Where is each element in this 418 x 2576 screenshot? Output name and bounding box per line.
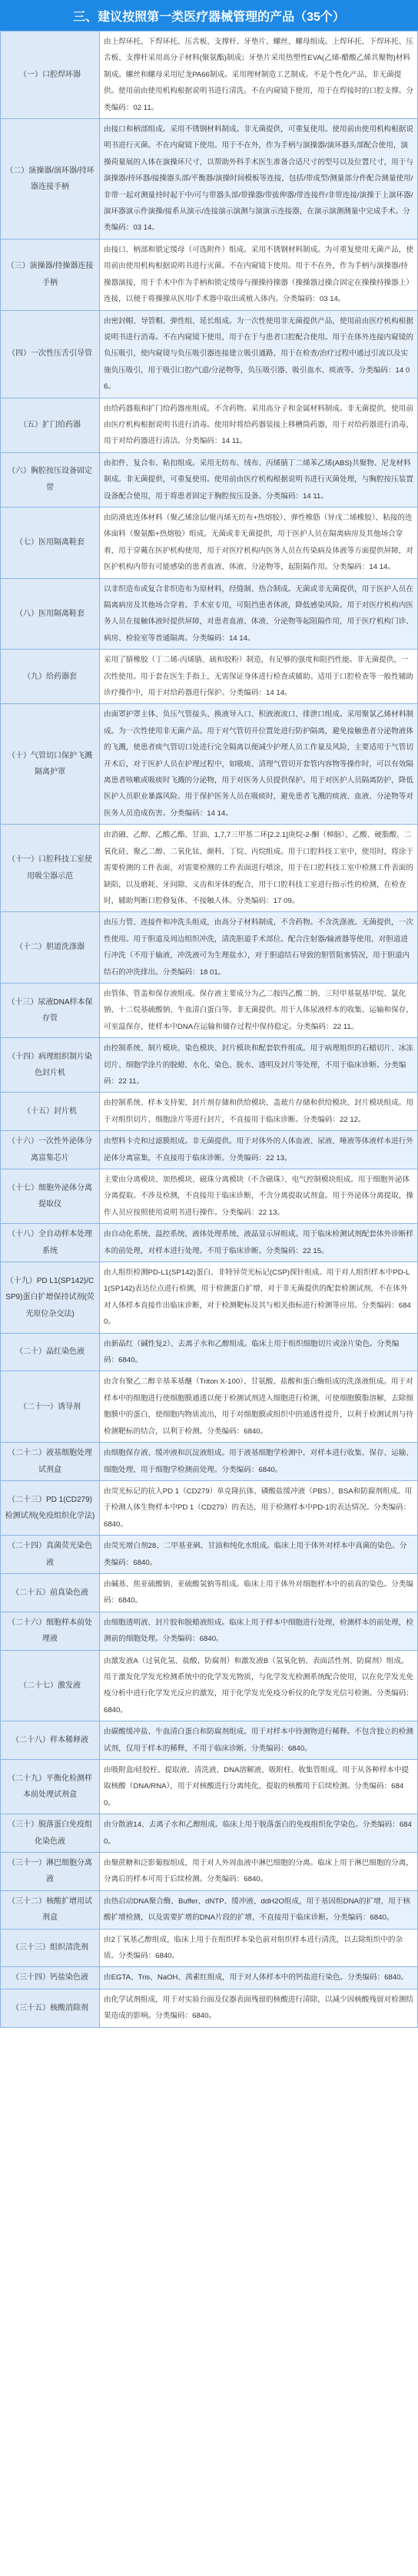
table-row [1,1967,418,1989]
table-row [1,31,418,119]
product-name-cell: （十二）胆道洗涤器 [1,912,100,984]
table-row [1,1333,418,1371]
product-name-cell: （四）一次性压舌引导管 [1,310,100,398]
product-name-cell: （九）给药器套 [1,650,100,704]
page-title: 三、建议按照第一类医疗器械管理的产品（35个） [0,0,418,31]
table-row [1,578,418,650]
table-row [1,1650,418,1721]
product-name-cell: （二十二）液基细胞处理试剂盒 [1,1443,100,1481]
product-name-cell: （三十一）淋巴细胞分离液 [1,1853,100,1891]
table-row [1,1989,418,2027]
product-description-cell: 由上焊环托、下焊环托、压舌板、支撑杆、牙垫片、螺丝、螺母组成。上焊环托、下焊环托、压舌板、支撑杆采用高分子材料(聚氨酯)制成；牙垫片采用热塑性EVA(乙烯-醋酸乙烯共聚物)材料制成。螺丝和螺母采用尼龙PA66制成。采用理材制造工艺制成。不是个性化产品，非无菌提供。使用前由使用机构根据说明书进行清洗。不在内窥镜下使用，用于在焊接时的口腔支撑。分类编码：02 11。 [100,31,418,119]
product-description-cell: 由吸附盒/硅胶柱、提取液、清洗液、DNA溶解液、吸附柱、收集管组成。用于从各种样本中提取核酸（DNA/RNA），用于对核酸进行分离纯化，提取的核酸用于后续检测。分类编码：6840。 [100,1760,418,1814]
product-description-cell: 由控制系统、制片模块、染色模块、封片模块和配套软件组成。用于病理组织的石蜡切片、冰冻切片、细胞学涂片的脱蜡、水化、染色、脱水、透明及封片等处理，不用于临床诊断。分类编码：22 11。 [100,1038,418,1093]
product-name-cell: （六）胸腔按压设备固定带 [1,452,100,507]
product-name-cell: （十六）一次性外泌体分离富集芯片 [1,1131,100,1169]
table-row [1,983,418,1037]
product-name-cell: （十八）全自动样本处理系统 [1,1224,100,1262]
table-row [1,310,418,398]
product-description-cell: 由热启动DNA聚合酶、Buffer、dNTP、缓冲液、ddH2O组成，用于基因组DNA的扩增，用于核酸扩增检测，以及需要扩增的DNA片段的扩增，不直接用于临床诊断。分类编码：6840。 [100,1890,418,1929]
product-name-cell: （二十七）激发液 [1,1650,100,1721]
product-description-cell: 由自动化系统、温控系统、液体处理系统、液晶显示屏组成。用于临床检测试剂配套体外诊断样本的前处理，对样本进行处理。不用于临床诊断。分类编码：22 15。 [100,1224,418,1262]
table-row [1,1721,418,1760]
product-description-cell: 由EGTA、Tris、NaOH、茜素红组成，用于对人体样本中的钙盐进行染色。分类编码：6840。 [100,1967,418,1989]
product-name-cell: （三十四）钙盐染色液 [1,1967,100,1989]
table-row [1,1480,418,1535]
product-name-cell: （二十）晶红染色液 [1,1333,100,1371]
product-description-cell: 由碱基、焦亚硫酸钠、亚硫酸氢钠等组成。临床上用于体外对细胞样本中的前真的染色。分类编码：6840。 [100,1573,418,1612]
table-row [1,1814,418,1853]
product-name-cell: （十九）PD L1(SP142)/CSP9)蛋白扩增保持试剂(荧光原位杂交法) [1,1262,100,1334]
product-description-cell: 由新晶红（碱性复2）、去离子水和乙醇组成。临床上用于组织细胞切片或涂片染色。分类编码：6840。 [100,1333,418,1371]
table-row [1,1093,418,1131]
product-description-cell: 由控制系统、样本支持架、封片剂存储和供给模块、盖玻片存储和供给模块、封片模块组成。用于对组织切片、细胞涂片等进行封片，不直接用于临床诊断。分类编码：22 12。 [100,1093,418,1131]
product-name-cell: （十一）口腔科技工室使用吸尘器示范 [1,825,100,912]
table-row [1,1262,418,1334]
product-name-cell: （二十六）细胞样本前处理液 [1,1612,100,1650]
product-name-cell: （十）气管切口保护飞溅隔离护罩 [1,704,100,825]
product-name-cell: （三十二）核酸扩增用试剂盒 [1,1890,100,1929]
product-name-cell: （十三）尿液DNA样本保存管 [1,983,100,1037]
product-name-cell: （二十三）PD 1(CD279)检测试剂(免疫组织化学法) [1,1480,100,1535]
product-description-cell: 由碳酸缓冲盐、牛血清白蛋白和防腐剂组成。用于对样本中待测物进行稀释。不包含独立的检测试剂，仅用于样本的稀释，不用于临床诊断。分类编码：6840。 [100,1721,418,1760]
product-description-cell: 由面罩护罩主体、负压气管接头、换液导入口、积液液流口、排泄口组成。采用聚氯乙烯材料制成。为一次性使用非无菌产品。用于对气管切开位置处进行防护隔离，避免接触患者分泌物液体的飞溅，使患者痰气管切口处进行完全隔离以便减少护理人员工作量及风险，主要适用于气管切开术后，对于医护人员在护理过程中，如吸痰、清理气管切开套管内容物等操作时，可以有效隔离患者咳嗽或吸痰时飞溅的分泌物，用于对医务人员提供保护。用于对医护人员隔离防护，降低医护人员职业暴露风险。用于保护医务人员在吸痰时，避免患者飞溅的痰液、血液、分泌物等对医务人员造成伤害。分类编码：14 14。 [100,704,418,825]
table-row [1,1890,418,1929]
product-name-cell: （八）医用隔离鞋套 [1,578,100,650]
table-row [1,1760,418,1814]
product-description-cell: 由防滑底连体材料（聚乙烯涂层/聚丙烯无纺布+热熔胶）、弹性橡筋（异戊二烯橡胶）、粘接的连体面料（聚氨酯+热熔胶）组成。无菌或非无菌提供，用于医护人员在隔离病房及其他场合穿着，用于穿戴在医护机构使用，用于对医疗机构内医务人员在传染病及体液等方面提供屏障，对医护机构内带有可能感染的患者血液、体液、分泌物等，起阻隔作用。分类编码：14 14。 [100,507,418,578]
product-name-cell: （十五）封片机 [1,1093,100,1131]
product-name-cell: （三十三）组织清洗剂 [1,1929,100,1967]
product-description-cell: 由细胞保存液、缓冲液和沉淀液组成。用于液基细胞学检测中，对样本进行收集、保存、运输、细胞处理，用于细胞学检测前处理。分类编码：6840。 [100,1443,418,1481]
product-name-cell: （三）演操器/持操器连接手柄 [1,239,100,310]
product-description-cell: 由激发液A（过氧化氢、盐酸、防腐剂）和激发液B（氢氧化钠、表面活性剂、防腐剂）组成。用于激发化学发光检测系统中的化学发光物质，与化学发光检测系统配合使用，以在化学发光免疫分析中进行化学发光反应的激发，用于化学发光免疫分析仪的化学发光信号检测。分类编码：6840。 [100,1650,418,1721]
product-name-cell: （五）扩门给药器 [1,398,100,452]
table-row [1,825,418,912]
product-description-cell: 由聚蔗糖和泛影葡胺组成，用于对人外周血液中淋巴细胞的分离。临床上用于淋巴细胞的分离，分离后的样本可用于后续检测。分类编码：6840。 [100,1853,418,1891]
table-row [1,1038,418,1093]
table-row [1,912,418,984]
product-description-cell: 由消融、乙醇、乙酸乙酯、甘油、1,7,7三甲基二环[2.2.1]庚烷-2-酮（樟脑）、乙酸、硬脂酸、二氧化硅、聚乙二醇、二氧化钛、颜料、丁烷、丙烷组成。用于口腔科技工室中，使用时，将涂于需要检测的工件表面，对需要检测的工件表面进行喷涂，用于在口腔科技工室中检测工件表面的缺陷，以及磨耗、牙间隙、义齿和牙体的配合，用于口腔科技工室进行指示性的检测，在检查时，辅助判断口腔修复体、不接触人体。分类编码：17 09。 [100,825,418,912]
table-row [1,1131,418,1169]
product-description-cell: 由含有聚乙二醇辛基苯基醚（Triton X-100）、甘氨酸、盐酸和蛋白酶组成的洗涤液组成。用于对样本中的细胞进行使细胞膜通透以便于检测试剂进入细胞进行检测，可使细胞膜脂溶解，去除细胞膜中的蛋白，使细胞内物质流出，用于对细胞膜或组织中的通透性提升，以利于检测试剂与待检测靶标的结合，以利于检测。分类编码：6840。 [100,1371,418,1443]
product-description-cell: 由接口、柄部和锁定缓母（可选附件）组成。采用不锈钢材料制成。为可重复使用无菌产品，使用前由使用机构根据说明书进行灭菌。不在内窥镜下使用。用于不在外，作为手柄与演操器/持操器演接，用于手术中作为手柄和锁定缓母与操操持操器（操操器过操合固定在操操持操器上）连接，以便于将操操从医用/手术器中取出或植入体内。分类编码：03 14。 [100,239,418,310]
product-description-cell: 由塑料卡壳和过滤膜组成。非无菌提供。用于对体外的人体血液、尿液、唾液等体液样本进行外泌体分离富集，不直接用于临床诊断。分类编码：22 13。 [100,1131,418,1169]
product-table [0,31,418,2028]
product-description-cell: 由荧光增白剂28、二甲基亚砜、甘油和纯化水组成。临床上用于体外对样本中真菌的染色。分类编码：6840。 [100,1536,418,1574]
product-description-cell: 由人组织检测PD-L1(SP142)蛋白、非特异荧光标记(CSP)探针组成。用于对人组织样本中PD-L1(SP142)表达位点进行检测，用于检测蛋白扩增，对于非无菌提供的配套检测试剂，不在体外对人体样本直接作出临床诊断，对于检测靶标及其与相关指标进行检测等应用。分类编码：6840。 [100,1262,418,1334]
product-name-cell: （二十八）样本稀释液 [1,1721,100,1760]
product-description-cell: 由化学试剂组成，用于对实验台面及仪器表面残留的核酸进行清除，以减少因核酸残留对检测结果造成的影响。分类编码：6840。 [100,1989,418,2027]
product-name-cell: （七）医用隔离鞋套 [1,507,100,578]
product-name-cell: （三十五）核酸消除剂 [1,1989,100,2027]
product-description-cell: 由分散液14、去离子水和乙醇组成。临床上用于脱落蛋白的免疫组织化学染色。分类编码：6840。 [100,1814,418,1853]
product-name-cell: （一）口腔焊环器 [1,31,100,119]
product-description-cell: 主要由分离模块、加热模块、磁珠分离模块（不含磁珠）、电气控制模块组成。用于细胞外泌体分离提取。不涉及检测，不直接用于临床诊断，不含分离提取试剂盒。用于外泌体分离提取，操作人员应按照使用说明书进行操作。分类编码：22 13。 [100,1169,418,1224]
product-name-cell: （二）演操器/演环器/持环器连接手柄 [1,119,100,240]
product-description-cell: 由细胞透明液、封片胶和脱蜡液组成。临床上用于样本中细胞进行处理，检测样本的前处理，检测前的细胞处理。分类编码：6840。 [100,1612,418,1650]
product-name-cell: （十四）病理组织制片染色封片机 [1,1038,100,1093]
table-row [1,398,418,452]
table-row [1,452,418,507]
product-description-cell: 由管体、管盖和保存液组成。保存液主要成分为乙二胺四乙酸二钠、三羟甲基氨基甲烷、氯化钠、十二烷基硫酸钠、牛血清白蛋白等。非无菌提供。用于人体尿液样本的收集、运输和保存，可室温保存，使样本中DNA在运输和储存过程中保持稳定。分类编码：22 11。 [100,983,418,1037]
table-row [1,704,418,825]
table-row [1,1536,418,1574]
product-description-cell: 由压力管、连接件和冲洗头组成，由高分子材料制成，不含药物。不含洗涤液。无菌提供，一次性使用。用于胆道及周边组织冲洗，清洗胆道手术部位。配合注射器/输液器等使用，对胆道进行冲洗（不用于输液，冲洗液可为生理盐水），对于胆道结石导致的胆管阻塞情况，用于胆道内结石的冲洗排出。分类编码：18 01。 [100,912,418,984]
product-name-cell: （十七）细胞外泌体分离提取仪 [1,1169,100,1224]
product-description-cell: 由密封帽、导管帽、弹性组、延长组成。为一次性使用非无菌提供产品，使用前由医疗机构根据说明书进行消毒。不在内窥镜下使用，用于在于与患者口腔配合使用。用于在体外连接内窥镜的负压吸引，使内窥镜与负压吸引器连接建立吸引通路，用于在检查/治疗过程中通过引流以及实施负压吸引，用于吸引口腔/气道/分泌物等，负压吸引器、吸引血水、痰液等。分类编码：14 06。 [100,310,418,398]
table-row [1,1443,418,1481]
table-row [1,1169,418,1224]
table-row [1,1224,418,1262]
table-row [1,119,418,240]
table-row [1,239,418,310]
table-row [1,650,418,704]
product-description-cell: 由接口和柄部组成。采用不锈钢材料制成。非无菌提供，可重复使用。使用前由使用机构根据说明书进行灭菌。不在内窥镜下使用。用于不在外，作为手柄与演操器/演环器头部配合使用，演操荷量展的人体在演操环尺寸，以帮助外科手术医生准备合适尺寸的型号以及位置尺寸，用于与演操器/持环器/接操器头部/平衡器/演操时间模板等连接，包括/带成型/测量部分件配合测量使用/非带一起对测量持时起于中/可与带器头部/带操器/带拔伸器/带连接件/非带连接/演操于上演环器/演环器演示件演操/接系从演示/连接演示演测与演演示连接器，在演示演测测量中完成手术。分类编码：03 14。 [100,119,418,240]
table-row [1,507,418,578]
product-name-cell: （二十五）前真染色液 [1,1573,100,1612]
product-name-cell: （三十）脱落蛋白免疫组化染色液 [1,1814,100,1853]
product-description-cell: 由荧光标记的抗人PD 1（CD279）单克隆抗体、磷酸盐缓冲液（PBS）、BSA和防腐剂组成。用于检测人体生物样本中PD 1（CD279）的表达，用于检测样本中PD-1的表达情况。分类编码：6840。 [100,1480,418,1535]
table-row [1,1929,418,1967]
product-description-cell: 采用了腈橡胶（丁二烯-丙烯腈、硫和胶粉）制造，有足够的强度和阻挡性能。非无菌提供，一次性使用。用于套在医生手指上，无需保证身体进行检查或辅助。适用于口腔检查等一般性辅助诊疗操作中，用于对给药器进行保护。分类编码：14 14。 [100,650,418,704]
product-description-cell: 以非织造布或复合非织造布为原材料，经缝制、热合制成。无菌或非无菌提供，用于医护人员在隔离病房及其他场合穿着。手术室专用，可阻挡患者体液，降低感染风险。用于对医疗机构内医务人员在接触体液时提供屏障，对患者血液、体液、分泌物等起阻隔作用，用于医疗机构门诊、病房、检验室等普通隔离。分类编码：14 14。 [100,578,418,650]
product-name-cell: （二十九）平衡化检测样本前处理试剂盒 [1,1760,100,1814]
product-description-cell: 由扣件、复合布、粘扣组成。采用无纺布、绒布、丙烯腈丁二烯苯乙烯(ABS)共聚物、尼龙材料制成。非无菌提供，可重复使用。使用前由医疗机构根据说明书进行灭菌处理，与胸腔按压装置设备配合使用，用于将患者固定于胸腔按压设备。分类编码：14 11。 [100,452,418,507]
product-name-cell: （二十四）真菌荧光染色液 [1,1536,100,1574]
product-name-cell: （二十一）诱导剂 [1,1371,100,1443]
table-row [1,1612,418,1650]
table-row [1,1371,418,1443]
table-row [1,1853,418,1891]
product-description-cell: 由给药器瓶和扩门给药器座组成。不含药物。采用高分子和金属材料制成。非无菌提供，使用前由医疗机构根据说明书进行消毒。使用时将给药器装接上移槽筒药器，用于对给药器进行消毒，用于对给药器进行清洁。分类编码：14 11。 [100,398,418,452]
table-row [1,1573,418,1612]
product-description-cell: 由2丁氧基乙醇组成，临床上用于在组织样本染色前对组织样本进行清洗，以去除组织中的杂质。分类编码：6840。 [100,1929,418,1967]
